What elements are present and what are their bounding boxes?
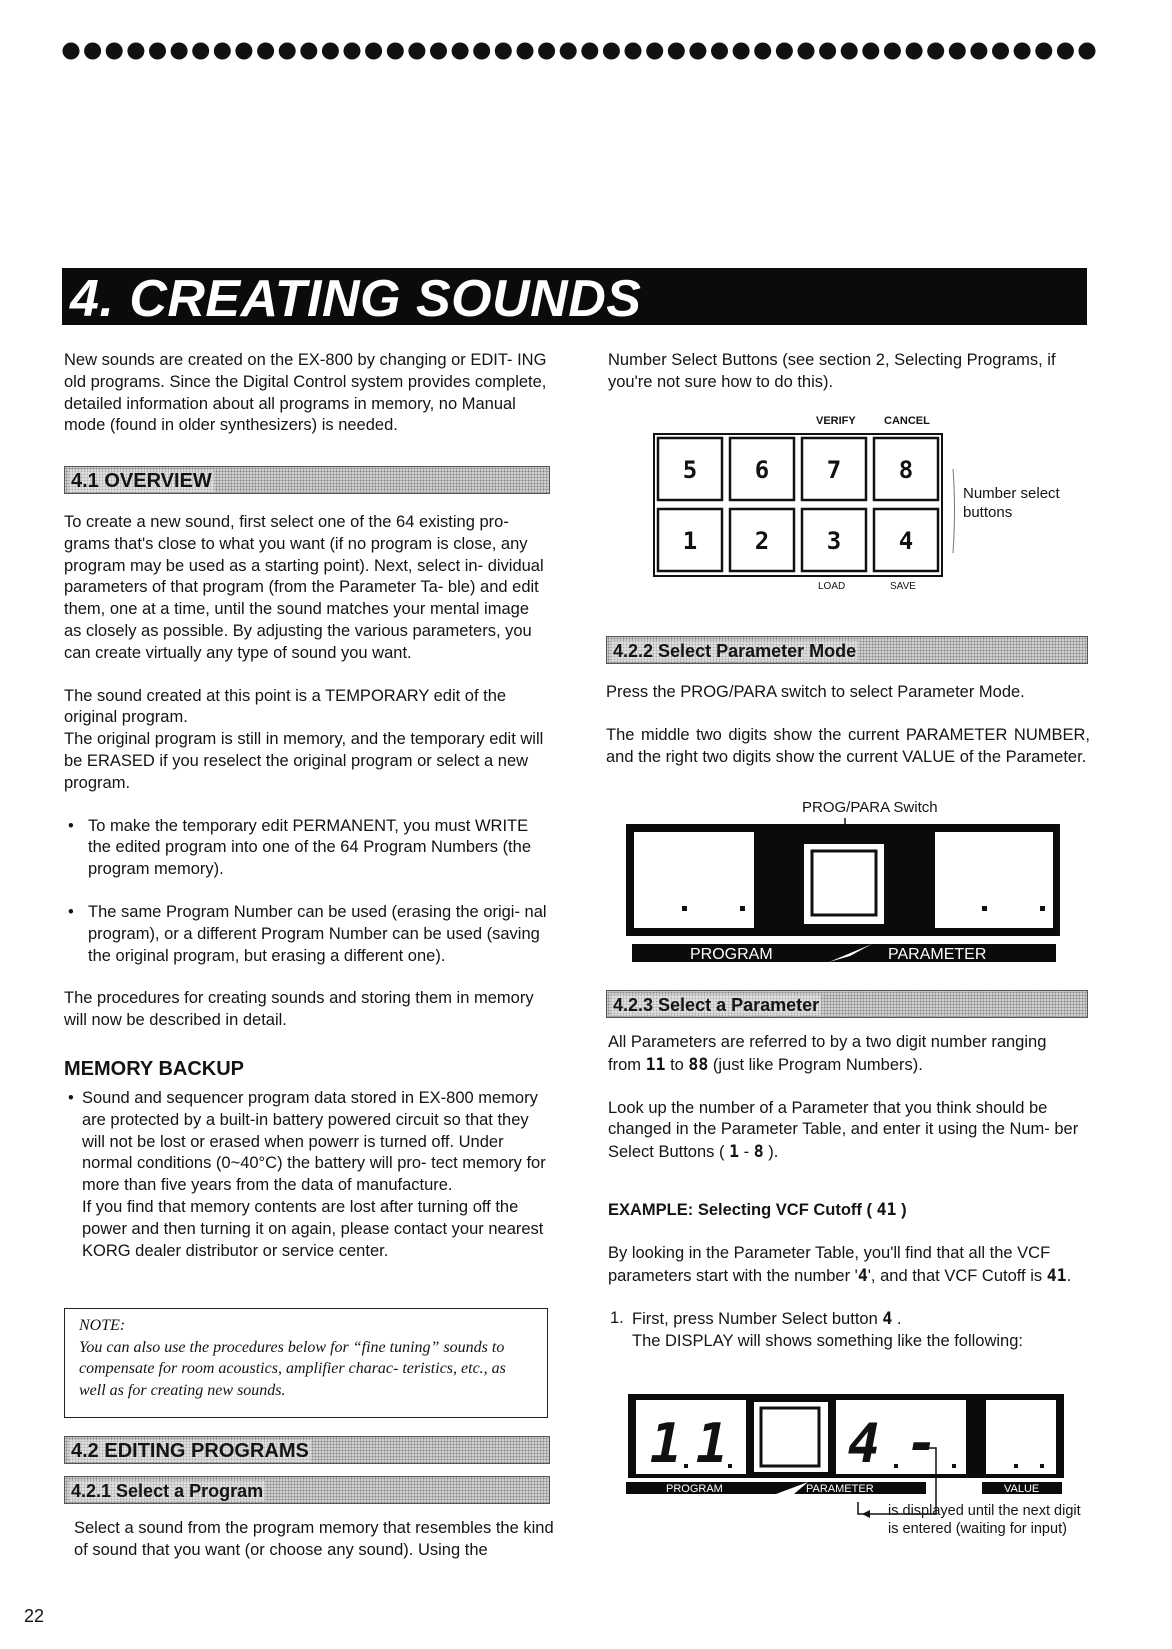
p1-end: (just like Program Numbers). <box>712 1055 923 1074</box>
button-4[interactable]: 4 <box>898 527 914 555</box>
decorative-dot <box>970 43 987 60</box>
step-text-b: The DISPLAY will shows something like the following: <box>632 1332 1023 1351</box>
decorative-dot-row <box>62 36 1096 66</box>
decorative-dot <box>906 43 923 60</box>
overview-section <box>64 512 550 1032</box>
subsection-heading-parameter-mode <box>606 636 1088 664</box>
decorative-dot <box>322 43 339 60</box>
continued-paragraph: Number Select Buttons (see section 2, Selecting Programs, if you're not sure how to do this). <box>608 351 1056 391</box>
note-label: NOTE: <box>79 1317 126 1334</box>
button-2[interactable]: 2 <box>754 527 770 555</box>
value-label-small: VALUE <box>1004 1483 1040 1495</box>
display-digit-1: 1 <box>649 1412 683 1475</box>
decorative-dot <box>1079 43 1096 60</box>
overview-bullet-2: • The same Program Number can be used (erasing the origi- nal program), or a different Program Number can be used (saving the original program, but erasing a different one). <box>64 902 550 967</box>
decorative-dot <box>517 43 534 60</box>
overview-paragraph-4: The procedures for creating sounds and storing them in memory will now be described in detail. <box>64 989 534 1030</box>
segment-4b: 4 <box>882 1309 893 1329</box>
segment-8: 8 <box>753 1142 764 1162</box>
overview-paragraph-3: The original program is still in memory, and the temporary edit will be ERASED if you reselect the original program or select a new program. <box>64 730 544 792</box>
overview-paragraph-1: To create a new sound, first select one of the 64 existing pro- grams that's close to what you want (if no program is close, any program may be used as a starting point). Next, select in- dividual parameters of that program (from the Parameter Ta- ble) and edit them, one at a time, until the sound matches your mental image as closely as possible. By adjusting the various parameters, you can create virtually any type of sound you want. <box>64 513 544 662</box>
decorative-dot <box>949 43 966 60</box>
label-load: LOAD <box>818 581 846 592</box>
decorative-dot <box>495 43 512 60</box>
select-parameter-heading-text: 4.2.3 Select a Parameter <box>613 995 820 1015</box>
step-text-a: First, press Number Select button <box>632 1310 878 1329</box>
decorative-dot <box>603 43 620 60</box>
parameter-input-display-figure <box>626 1390 1076 1520</box>
segment-11: 11 <box>645 1054 666 1074</box>
segment-88: 88 <box>688 1054 709 1074</box>
buttons-caption: Number select buttons <box>963 485 1060 521</box>
button-7[interactable]: 7 <box>826 456 842 484</box>
label-cancel: CANCEL <box>884 415 930 427</box>
example-heading <box>608 1199 1092 1222</box>
memory-backup-paragraph: If you find that memory contents are lost after turning off the power and then turning it on again, please contact your nearest KORG dealer distributor or service center. <box>82 1197 544 1260</box>
decorative-dot <box>149 43 166 60</box>
decorative-dot <box>387 43 404 60</box>
decorative-dot <box>668 43 685 60</box>
p3-end: . <box>1066 1266 1072 1285</box>
intro-text: New sounds are created on the EX-800 by changing or EDIT- ING old programs. Since the Digital Control system provides complete, detailed information about all programs in memory, no Manual mode (found in older synthesizers) is needed. <box>64 351 547 435</box>
decorative-dot <box>408 43 425 60</box>
decorative-dot <box>884 43 901 60</box>
p3-text-a: By looking in the Parameter Table, you'll find that all the VCF parameters start with the number ' <box>608 1243 1051 1285</box>
program-label-small: PROGRAM <box>666 1483 723 1495</box>
overview-heading-text: 4.1 OVERVIEW <box>71 470 212 492</box>
p1-from: from <box>608 1055 641 1074</box>
display-dash: - <box>905 1412 939 1475</box>
decorative-dot <box>214 43 231 60</box>
decorative-dot <box>344 43 361 60</box>
p1-text-a: All Parameters are referred to by a two digit number ranging <box>608 1033 1047 1051</box>
intro-paragraph <box>64 350 550 437</box>
prog-para-switch-label: PROG/PARA Switch <box>802 799 938 816</box>
page-number: 22 <box>24 1606 45 1626</box>
parameter-mode-display-figure <box>624 818 1064 968</box>
button-3[interactable]: 3 <box>826 527 842 555</box>
decorative-dot <box>689 43 706 60</box>
decorative-dot <box>776 43 793 60</box>
parameter-mode-paragraph-2: The middle two digits show the current PARAMETER NUMBER, and the right two digits show the current VALUE of the Parameter. <box>606 725 1090 766</box>
decorative-dot <box>1057 43 1074 60</box>
decorative-dot <box>581 43 598 60</box>
example-text: EXAMPLE: Selecting VCF Cutoff ( <box>608 1200 872 1219</box>
select-parameter-paragraph-3 <box>608 1243 1092 1288</box>
number-select-buttons-figure <box>653 433 963 578</box>
segment-4: 4 <box>857 1265 868 1285</box>
section-heading-editing <box>64 1436 550 1464</box>
decorative-dot <box>625 43 642 60</box>
select-parameter-paragraph-1 <box>608 1032 1092 1077</box>
note-text: You can also use the procedures below for “fine tuning” sounds to compensate for room acoustics, amplifier charac- teristics, etc., as well as for creating new sounds. <box>79 1338 506 1399</box>
note-box <box>64 1308 548 1418</box>
parameter-label-small: PARAMETER <box>806 1483 874 1495</box>
decorative-dot <box>798 43 815 60</box>
p2-text: Look up the number of a Parameter that you think should be changed in the Parameter Table, and enter it using the Num- ber Select Buttons ( <box>608 1098 1079 1162</box>
memory-backup-section <box>64 1088 550 1262</box>
subsection-heading-select-program <box>64 1476 550 1504</box>
display-digit-2: 1 <box>695 1412 729 1475</box>
decorative-dot <box>711 43 728 60</box>
section-heading-overview <box>64 466 550 494</box>
parameter-mode-section <box>606 682 1090 768</box>
decorative-dot <box>452 43 469 60</box>
parameter-bar-label: PARAMETER <box>888 946 987 963</box>
p2-end: ). <box>768 1143 779 1162</box>
decorative-dot <box>300 43 317 60</box>
decorative-dot <box>819 43 836 60</box>
decorative-dot <box>257 43 274 60</box>
decorative-dot <box>192 43 209 60</box>
segment-1: 1 <box>729 1142 740 1162</box>
p2-dash: - <box>743 1143 750 1162</box>
decorative-dot <box>927 43 944 60</box>
label-verify: VERIFY <box>816 415 856 427</box>
button-5[interactable]: 5 <box>682 456 698 484</box>
decorative-dot <box>1035 43 1052 60</box>
p3-text-b: ', and that VCF Cutoff is <box>867 1266 1043 1285</box>
decorative-dot <box>63 43 80 60</box>
parameter-mode-heading-text: 4.2.2 Select Parameter Mode <box>613 641 857 661</box>
decorative-dot <box>862 43 879 60</box>
select-program-text <box>74 1518 554 1562</box>
decorative-dot <box>754 43 771 60</box>
p1-to: to <box>670 1055 684 1074</box>
select-parameter-section <box>608 1032 1092 1353</box>
decorative-dot <box>84 43 101 60</box>
segment-41: 41 <box>876 1199 897 1219</box>
chapter-title-bar <box>62 268 1087 328</box>
decorative-dot <box>365 43 382 60</box>
decorative-dot <box>235 43 252 60</box>
decorative-dot <box>430 43 447 60</box>
editing-heading-text: 4.2 EDITING PROGRAMS <box>71 1440 309 1462</box>
button-1[interactable]: 1 <box>682 527 698 555</box>
continued-text <box>608 350 1090 394</box>
subsection-heading-select-parameter <box>606 990 1088 1018</box>
decorative-dot <box>127 43 144 60</box>
decorative-dot <box>841 43 858 60</box>
decorative-dot <box>560 43 577 60</box>
segment-41b: 41 <box>1046 1265 1067 1285</box>
select-program-paragraph: Select a sound from the program memory that resembles the kind of sound that you want (or choose any sound). Using the <box>74 1519 554 1559</box>
button-6[interactable]: 6 <box>754 456 770 484</box>
step-number: 1. <box>610 1309 624 1328</box>
decorative-dot <box>279 43 296 60</box>
chapter-title: 4. CREATING SOUNDS <box>70 270 642 328</box>
overview-bullet-1: • To make the temporary edit PERMANENT, you must WRITE the edited program into one of the 64 Program Numbers (the program memory). <box>64 816 550 881</box>
overview-paragraph-2: The sound created at this point is a TEMPORARY edit of the original program. <box>64 686 507 727</box>
select-parameter-paragraph-2 <box>608 1098 1092 1164</box>
parameter-mode-paragraph-1: Press the PROG/PARA switch to select Parameter Mode. <box>606 683 1025 701</box>
select-program-heading-text: 4.2.1 Select a Program <box>71 1481 264 1501</box>
decorative-dot <box>1014 43 1031 60</box>
decorative-dot <box>538 43 555 60</box>
memory-backup-heading: MEMORY BACKUP <box>64 1058 245 1080</box>
decorative-dot <box>473 43 490 60</box>
decorative-dot <box>646 43 663 60</box>
display-digit-4: 4 <box>847 1412 881 1475</box>
memory-backup-bullet: • Sound and sequencer program data stored in EX-800 memory are protected by a built-in battery powered circuit so that they will not be lost or erased when powerr is turned off. Under normal conditions (0~40°C) the battery will pro- tect memory for more than five years from the data of manufacture. <box>64 1088 550 1197</box>
button-8[interactable]: 8 <box>898 456 914 484</box>
display-caption: is displayed until the next digit is entered (waiting for input) <box>888 1503 1081 1537</box>
decorative-dot <box>733 43 750 60</box>
example-end: ) <box>901 1200 907 1219</box>
decorative-dot <box>992 43 1009 60</box>
decorative-dot <box>106 43 123 60</box>
step-1 <box>608 1308 1092 1353</box>
step-end: . <box>896 1310 902 1329</box>
program-bar-label: PROGRAM <box>690 946 773 963</box>
label-save: SAVE <box>890 581 916 592</box>
decorative-dot <box>171 43 188 60</box>
